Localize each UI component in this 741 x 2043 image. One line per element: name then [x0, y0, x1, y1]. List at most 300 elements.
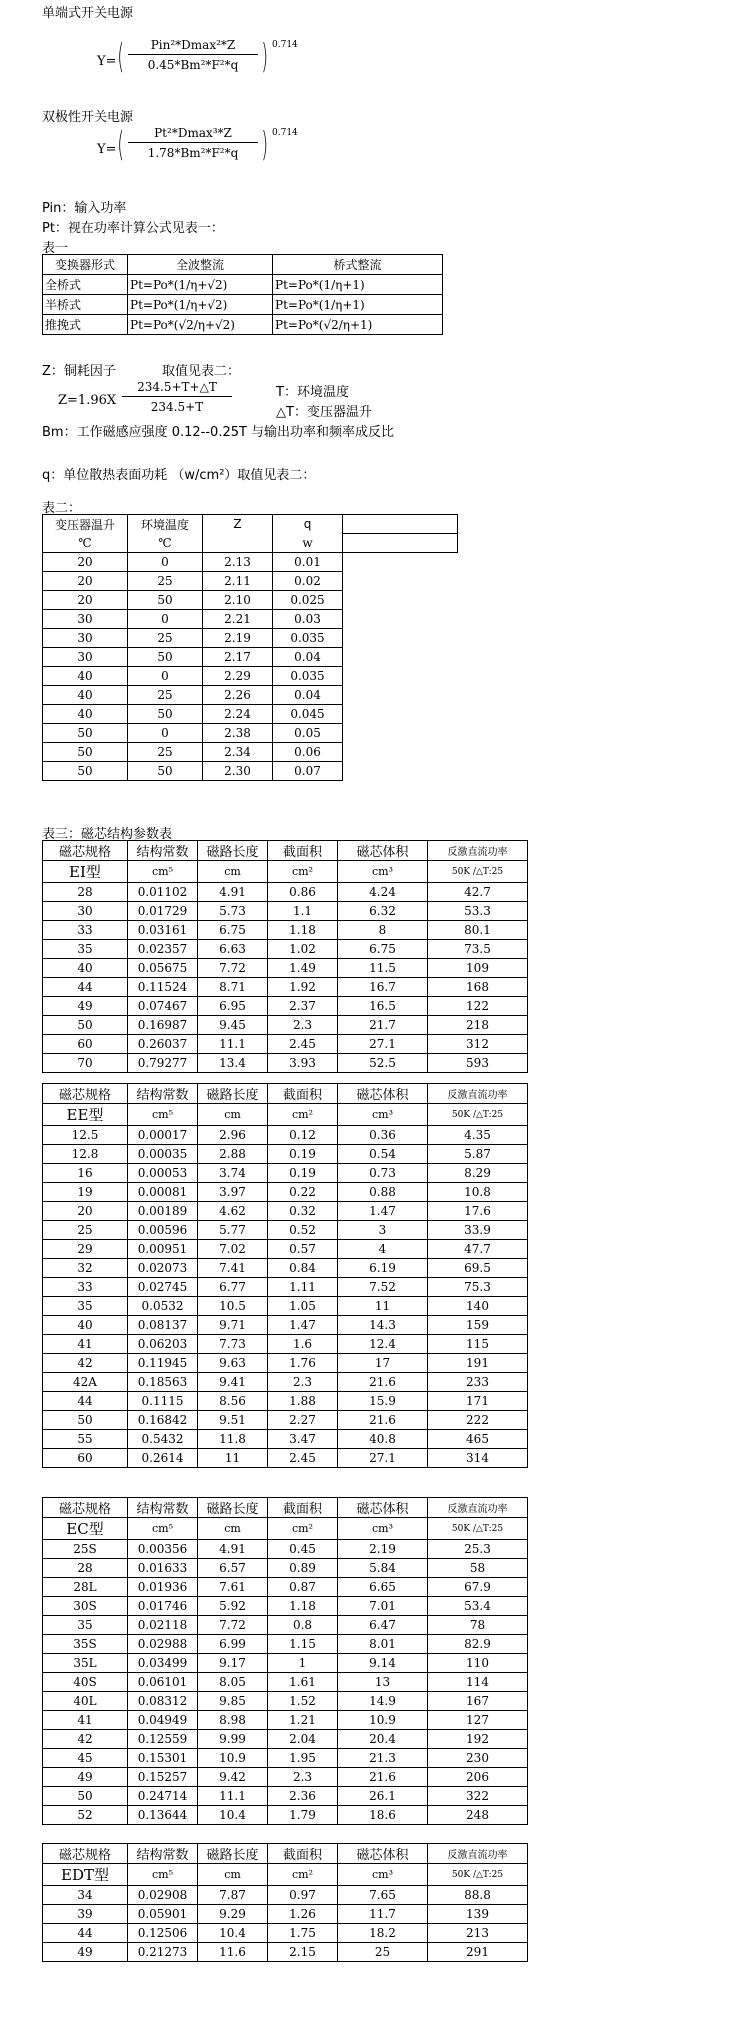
core-table-cell: 0.21273 — [128, 1943, 198, 1962]
core-table-cell: 2.27 — [268, 1411, 338, 1430]
core-table-cell: 1.95 — [268, 1749, 338, 1768]
core-table-cell: 13 — [338, 1673, 428, 1692]
core-table-cell: 3.74 — [198, 1164, 268, 1183]
table2-cell: 20 — [43, 591, 128, 610]
core-table-unit: cm — [198, 1864, 268, 1886]
core-table-cell: 0.18563 — [128, 1373, 198, 1392]
core-table-cell: 4.91 — [198, 883, 268, 902]
core-table-cell: 5.77 — [198, 1221, 268, 1240]
table-row — [43, 1373, 528, 1392]
bipolar-exponent: 0.714 — [272, 128, 298, 138]
core-table-cell: 1.47 — [268, 1316, 338, 1335]
core-table-unit: 50K /△T:25 — [428, 1518, 528, 1540]
core-table-cell: 25 — [338, 1943, 428, 1962]
core-table-cell: 9.63 — [198, 1354, 268, 1373]
core-table-cell: 35S — [43, 1635, 128, 1654]
core-table-cell: 7.72 — [198, 1616, 268, 1635]
core-table-cell: 4.91 — [198, 1540, 268, 1559]
core-table-unit-row — [43, 1104, 528, 1126]
core-table-cell: 40.8 — [338, 1430, 428, 1449]
core-table-cell: 2.37 — [268, 997, 338, 1016]
core-table-header: 磁路长度 — [198, 1844, 268, 1864]
table1-header: 全波整流 — [128, 255, 273, 275]
table1-header-row — [43, 255, 443, 275]
core-table-cell: 1.92 — [268, 978, 338, 997]
core-table-header: 结构常数 — [128, 1498, 198, 1518]
core-table-cell: 3.47 — [268, 1430, 338, 1449]
table1-cell: 全桥式 — [43, 275, 128, 295]
core-table-cell: 0.05901 — [128, 1905, 198, 1924]
core-table-cell: 2.19 — [338, 1540, 428, 1559]
core-table-cell: 47.7 — [428, 1240, 528, 1259]
z-definition: Z：铜耗因子 — [42, 364, 116, 379]
bipolar-lhs: Y= — [97, 142, 117, 157]
table-row — [43, 1335, 528, 1354]
core-table-cell: 0.08312 — [128, 1692, 198, 1711]
table1-cell: 推挽式 — [43, 315, 128, 335]
table-row — [43, 940, 528, 959]
table-row — [43, 295, 443, 315]
table-row — [43, 315, 443, 335]
table-row — [43, 1430, 528, 1449]
core-table-header-row — [43, 841, 528, 861]
table-row — [43, 629, 458, 648]
table-row — [43, 1316, 528, 1335]
table2-cell: 2.10 — [203, 591, 273, 610]
core-table-cell: 73.5 — [428, 940, 528, 959]
table-row — [43, 743, 458, 762]
core-table-cell: 67.9 — [428, 1578, 528, 1597]
core-table-cell: 40 — [43, 959, 128, 978]
core-table-cell: 34 — [43, 1886, 128, 1905]
table2-cell: 0.05 — [273, 724, 343, 743]
core-table-cell: 0.89 — [268, 1559, 338, 1578]
core-table-cell: 44 — [43, 1924, 128, 1943]
core-table-unit-row — [43, 1864, 528, 1886]
single-ended-heading: 单端式开关电源 — [42, 6, 134, 21]
table1-cell: Pt=Po*(1/η+1) — [273, 295, 443, 315]
core-table-cell: 0.05675 — [128, 959, 198, 978]
table1-cell: 半桥式 — [43, 295, 128, 315]
core-table-cell: 0.5432 — [128, 1430, 198, 1449]
table2-cell: 0.07 — [273, 762, 343, 781]
table2-cell: 25 — [128, 743, 203, 762]
core-table-header: 磁芯体积 — [338, 1084, 428, 1104]
table2-cell: 40 — [43, 705, 128, 724]
core-table-cell: 1.18 — [268, 1597, 338, 1616]
table-row — [43, 648, 458, 667]
table2-cell: 30 — [43, 648, 128, 667]
core-table-cell: 11.1 — [198, 1035, 268, 1054]
table2-cell: 2.30 — [203, 762, 273, 781]
core-table-cell: 10.4 — [198, 1924, 268, 1943]
core-table-cell: 0.00053 — [128, 1164, 198, 1183]
core-table-cell: 1.52 — [268, 1692, 338, 1711]
core-table-cell: 50 — [43, 1016, 128, 1035]
table-row — [43, 1259, 528, 1278]
core-table-cell: 0.01729 — [128, 902, 198, 921]
core-table-cell: 69.5 — [428, 1259, 528, 1278]
core-table-cell: 0.32 — [268, 1202, 338, 1221]
table-row — [43, 902, 528, 921]
table-row — [43, 1035, 528, 1054]
core-table-cell: 50 — [43, 1787, 128, 1806]
core-table-header: 磁芯规格 — [43, 1498, 128, 1518]
core-table-cell: 0.24714 — [128, 1787, 198, 1806]
table3-caption: 表三：磁芯结构参数表 — [42, 827, 173, 842]
table2-cell: 0.035 — [273, 667, 343, 686]
core-table-cell: 0.02357 — [128, 940, 198, 959]
table1-cell: Pt=Po*(1/η+√2) — [128, 295, 273, 315]
core-table-cell: 7.41 — [198, 1259, 268, 1278]
right-paren: ) — [261, 125, 268, 165]
table2-cell: 2.26 — [203, 686, 273, 705]
table-row — [43, 1616, 528, 1635]
table-row — [43, 1164, 528, 1183]
table-row — [43, 1392, 528, 1411]
core-table-cell: 233 — [428, 1373, 528, 1392]
core-table-cell: 109 — [428, 959, 528, 978]
table2-cell: 50 — [128, 648, 203, 667]
core-table-cell: 29 — [43, 1240, 128, 1259]
core-table-cell: 0.02988 — [128, 1635, 198, 1654]
core-table-cell: 26.1 — [338, 1787, 428, 1806]
core-table-header: 结构常数 — [128, 841, 198, 861]
core-table-unit: cm³ — [338, 861, 428, 883]
table1-caption: 表一 — [42, 241, 69, 256]
core-table-cell: 6.99 — [198, 1635, 268, 1654]
core-table-cell: 25.3 — [428, 1540, 528, 1559]
core-table-cell: 2.36 — [268, 1787, 338, 1806]
table2-caption: 表二： — [42, 501, 82, 516]
table-row — [43, 1711, 528, 1730]
table2-cell: 2.13 — [203, 553, 273, 572]
table-row — [43, 686, 458, 705]
table2-unit: w — [273, 534, 343, 553]
core-table-header: 反激直流功率 — [428, 1084, 528, 1104]
table1-cell: Pt=Po*(√2/η+√2) — [128, 315, 273, 335]
core-table-unit: cm² — [268, 861, 338, 883]
core-table-cell: 13.4 — [198, 1054, 268, 1073]
table2-cell: 0 — [128, 610, 203, 629]
core-table-cell: 0.12 — [268, 1126, 338, 1145]
core-table-cell: 9.14 — [338, 1654, 428, 1673]
core-table-unit: cm⁵ — [128, 1864, 198, 1886]
core-table-cell: 14.3 — [338, 1316, 428, 1335]
core-table-2 — [42, 1083, 528, 1468]
core-table-cell: 0.01633 — [128, 1559, 198, 1578]
core-table-cell: 10.5 — [198, 1297, 268, 1316]
core-table-cell: 21.6 — [338, 1768, 428, 1787]
core-table-cell: 0.79277 — [128, 1054, 198, 1073]
core-table-cell: 60 — [43, 1035, 128, 1054]
core-table-cell: 139 — [428, 1905, 528, 1924]
core-table-cell: 0.00081 — [128, 1183, 198, 1202]
table-row — [43, 705, 458, 724]
core-table-cell: 0.57 — [268, 1240, 338, 1259]
core-table-cell: 12.4 — [338, 1335, 428, 1354]
core-table-cell: 11.5 — [338, 959, 428, 978]
core-table-cell: 9.17 — [198, 1654, 268, 1673]
core-table-cell: 12.5 — [43, 1126, 128, 1145]
core-table-cell: 0.08137 — [128, 1316, 198, 1335]
table2-cell: 50 — [128, 705, 203, 724]
core-table-cell: 28L — [43, 1578, 128, 1597]
table2-cell: 0 — [128, 724, 203, 743]
table2-cell: 25 — [128, 572, 203, 591]
core-table-cell: 41 — [43, 1335, 128, 1354]
core-table-cell: 49 — [43, 1768, 128, 1787]
core-table-cell: 33 — [43, 921, 128, 940]
core-table-cell: 7.61 — [198, 1578, 268, 1597]
core-table-cell: 10.8 — [428, 1183, 528, 1202]
core-table-cell: 291 — [428, 1943, 528, 1962]
table2-header: q — [273, 515, 343, 534]
table-row — [43, 610, 458, 629]
core-table-cell: 45 — [43, 1749, 128, 1768]
table-row — [43, 1411, 528, 1430]
core-table-cell: 27.1 — [338, 1449, 428, 1468]
core-table-cell: 4.24 — [338, 883, 428, 902]
core-table-cell: 0.00035 — [128, 1145, 198, 1164]
core-table-cell: 3.97 — [198, 1183, 268, 1202]
core-table-cell: 58 — [428, 1559, 528, 1578]
core-table-header: 磁路长度 — [198, 841, 268, 861]
core-table-cell: 1.88 — [268, 1392, 338, 1411]
core-table-cell: 0.02118 — [128, 1616, 198, 1635]
z-reference: 取值见表二： — [162, 364, 241, 379]
core-table-cell: 114 — [428, 1673, 528, 1692]
table-row — [43, 1578, 528, 1597]
core-table-unit: cm — [198, 1104, 268, 1126]
core-table-cell: 0.01746 — [128, 1597, 198, 1616]
core-table-cell: 1.6 — [268, 1335, 338, 1354]
core-table-cell: 0.02073 — [128, 1259, 198, 1278]
table2-cell: 0.01 — [273, 553, 343, 572]
table-row — [43, 1597, 528, 1616]
core-table-cell: 0.00951 — [128, 1240, 198, 1259]
core-table-cell: 18.6 — [338, 1806, 428, 1825]
table-row — [43, 1449, 528, 1468]
core-table-cell: 20 — [43, 1202, 128, 1221]
core-table-cell: 122 — [428, 997, 528, 1016]
core-table-cell: 0.16842 — [128, 1411, 198, 1430]
core-table-cell: 7.72 — [198, 959, 268, 978]
core-table-cell: 21.3 — [338, 1749, 428, 1768]
table-row — [43, 275, 443, 295]
core-table-cell: 8.05 — [198, 1673, 268, 1692]
core-table-cell: 2.45 — [268, 1035, 338, 1054]
core-table-cell: 248 — [428, 1806, 528, 1825]
core-table-cell: 0.0532 — [128, 1297, 198, 1316]
core-table-cell: 2.3 — [268, 1016, 338, 1035]
table2-unit-row — [43, 534, 458, 553]
table2-cell: 2.24 — [203, 705, 273, 724]
table-row — [43, 591, 458, 610]
core-table-cell: 42A — [43, 1373, 128, 1392]
core-table-cell: 2.3 — [268, 1768, 338, 1787]
core-table-cell: 78 — [428, 1616, 528, 1635]
core-table-header: 磁路长度 — [198, 1084, 268, 1104]
core-table-cell: 159 — [428, 1316, 528, 1335]
core-table-cell: 3.93 — [268, 1054, 338, 1073]
table1 — [42, 254, 443, 335]
core-table-cell: 0.54 — [338, 1145, 428, 1164]
core-table-cell: 0.45 — [268, 1540, 338, 1559]
core-table-cell: 1 — [268, 1654, 338, 1673]
core-table-cell: 465 — [428, 1430, 528, 1449]
table2-cell: 50 — [128, 591, 203, 610]
table2-cell: 20 — [43, 572, 128, 591]
core-table-cell: 80.1 — [428, 921, 528, 940]
bipolar-fraction — [128, 126, 258, 160]
core-table-cell: 9.41 — [198, 1373, 268, 1392]
core-table-cell: 0.19 — [268, 1164, 338, 1183]
core-table-cell: 6.63 — [198, 940, 268, 959]
core-table-cell: 60 — [43, 1449, 128, 1468]
table2-cell: 0.025 — [273, 591, 343, 610]
core-table-cell: 16.5 — [338, 997, 428, 1016]
pin-definition: Pin：输入功率 — [42, 201, 127, 216]
z-denominator: 234.5+T — [150, 400, 204, 414]
core-table-cell: 5.92 — [198, 1597, 268, 1616]
table2-cell: 0 — [128, 667, 203, 686]
core-table-cell: 0.11524 — [128, 978, 198, 997]
core-table-cell: 0.8 — [268, 1616, 338, 1635]
core-table-header: 结构常数 — [128, 1084, 198, 1104]
core-table-cell: 1.15 — [268, 1635, 338, 1654]
core-table-header: 截面积 — [268, 841, 338, 861]
core-table-cell: 0.01102 — [128, 883, 198, 902]
core-table-cell: 21.7 — [338, 1016, 428, 1035]
core-table-cell: 20.4 — [338, 1730, 428, 1749]
core-table-unit: cm⁵ — [128, 1518, 198, 1540]
table-row — [43, 1692, 528, 1711]
core-table-header: 磁芯规格 — [43, 1084, 128, 1104]
core-table-cell: 11 — [338, 1297, 428, 1316]
z-formula-lhs: Z=1.96X — [58, 393, 117, 408]
core-table-unit: cm⁵ — [128, 861, 198, 883]
core-table-cell: 0.11945 — [128, 1354, 198, 1373]
core-table-cell: 2.04 — [268, 1730, 338, 1749]
table2-header: Z — [203, 515, 273, 534]
core-table-cell: 16.7 — [338, 978, 428, 997]
core-table-cell: 28 — [43, 883, 128, 902]
core-table-unit: 50K /△T:25 — [428, 1864, 528, 1886]
core-table-cell: 11.8 — [198, 1430, 268, 1449]
core-table-cell: 4.62 — [198, 1202, 268, 1221]
core-table-cell: 168 — [428, 978, 528, 997]
core-table-cell: 230 — [428, 1749, 528, 1768]
right-paren: ) — [261, 37, 268, 77]
table2-blank-cell — [343, 515, 458, 534]
table2-cell: 2.17 — [203, 648, 273, 667]
core-table-cell: 15.9 — [338, 1392, 428, 1411]
table2-cell: 0.03 — [273, 610, 343, 629]
core-table-cell: 0.07467 — [128, 997, 198, 1016]
core-table-cell: 11.1 — [198, 1787, 268, 1806]
table-row — [43, 883, 528, 902]
core-table-cell: 8.98 — [198, 1711, 268, 1730]
table2-cell: 50 — [43, 724, 128, 743]
core-table-cell: 0.52 — [268, 1221, 338, 1240]
core-table-cell: 21.6 — [338, 1373, 428, 1392]
core-table-cell: 35 — [43, 1297, 128, 1316]
table2-cell: 25 — [128, 686, 203, 705]
table2-body — [43, 553, 458, 781]
dt-definition: △T：变压器温升 — [276, 405, 372, 420]
core-table-cell: 0.88 — [338, 1183, 428, 1202]
core-table-cell: 8.29 — [428, 1164, 528, 1183]
core-table-cell: 0.02745 — [128, 1278, 198, 1297]
core-table-cell: 50 — [43, 1411, 128, 1430]
core-table-cell: 8.56 — [198, 1392, 268, 1411]
table-row — [43, 997, 528, 1016]
table-row — [43, 1183, 528, 1202]
core-table-cell: 0.12506 — [128, 1924, 198, 1943]
core-table-cell: 7.65 — [338, 1886, 428, 1905]
core-table-cell: 0.00017 — [128, 1126, 198, 1145]
core-table-header: 结构常数 — [128, 1844, 198, 1864]
z-numerator: 234.5+T+△T — [122, 380, 232, 397]
bm-definition: Bm：工作磁感应强度 0.12--0.25T 与输出功率和频率成反比 — [42, 425, 395, 440]
table-row — [43, 1654, 528, 1673]
core-table-cell: 218 — [428, 1016, 528, 1035]
core-table-cell: 9.45 — [198, 1016, 268, 1035]
core-table-cell: 0.2614 — [128, 1449, 198, 1468]
core-table-cell: 213 — [428, 1924, 528, 1943]
core-table-cell: 1.18 — [268, 921, 338, 940]
core-table-header: 截面积 — [268, 1844, 338, 1864]
q-definition: q：单位散热表面功耗 （w/cm²）取值见表二： — [42, 468, 316, 483]
table-row — [43, 959, 528, 978]
core-table-cell: 52.5 — [338, 1054, 428, 1073]
left-paren: ( — [117, 37, 124, 77]
core-table-cell: 28 — [43, 1559, 128, 1578]
bipolar-numerator: Pt²*Dmax³*Z — [128, 126, 258, 143]
core-table-cell: 35 — [43, 1616, 128, 1635]
core-table-cell: 206 — [428, 1768, 528, 1787]
core-table-cell: 1.05 — [268, 1297, 338, 1316]
core-table-unit: cm — [198, 861, 268, 883]
core-table-cell: 0.00596 — [128, 1221, 198, 1240]
core-table-cell: 82.9 — [428, 1635, 528, 1654]
core-table-cell: 10.9 — [198, 1749, 268, 1768]
core-table-cell: 0.19 — [268, 1145, 338, 1164]
table-row — [43, 1126, 528, 1145]
core-table-unit: cm — [198, 1518, 268, 1540]
table2-cell: 25 — [128, 629, 203, 648]
core-table-cell: 0.06101 — [128, 1673, 198, 1692]
core-table-cell: 7.01 — [338, 1597, 428, 1616]
core-table-cell: 40L — [43, 1692, 128, 1711]
table-row — [43, 921, 528, 940]
table-row — [43, 1278, 528, 1297]
table2-cell: 30 — [43, 610, 128, 629]
core-table-cell: 192 — [428, 1730, 528, 1749]
core-table-cell: 0.12559 — [128, 1730, 198, 1749]
core-table-cell: 7.87 — [198, 1886, 268, 1905]
core-table-unit: cm² — [268, 1104, 338, 1126]
table2-header-row — [43, 515, 458, 534]
core-table-cell: 17.6 — [428, 1202, 528, 1221]
core-table-cell: 1.61 — [268, 1673, 338, 1692]
core-table-cell: 70 — [43, 1054, 128, 1073]
core-table-4 — [42, 1843, 528, 1962]
core-table-header-row — [43, 1084, 528, 1104]
core-table-cell: 1.79 — [268, 1806, 338, 1825]
table-row — [43, 1730, 528, 1749]
